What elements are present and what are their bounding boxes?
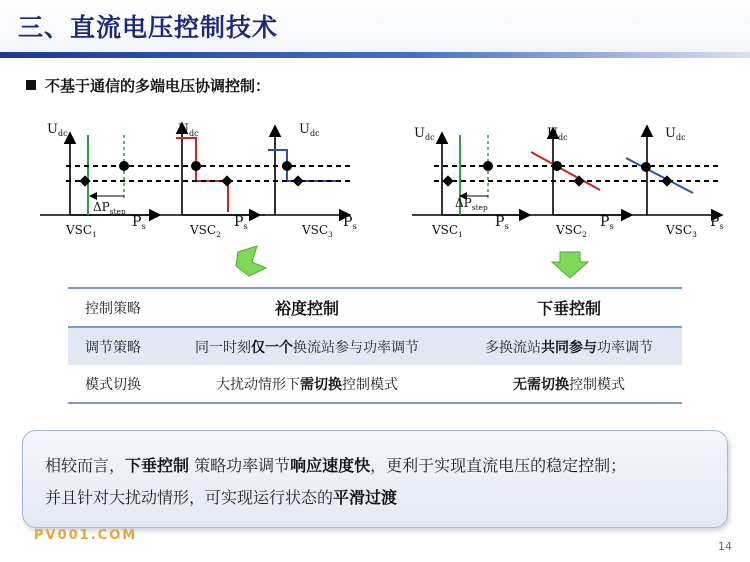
cell-text: 同一时刻 [194, 339, 251, 356]
table-header-row [68, 288, 682, 327]
table-cell [158, 327, 456, 365]
down-arrow-icon [552, 252, 588, 278]
cell-text: 控制模式 [568, 376, 625, 393]
station-label: $VSC_2$ [556, 223, 587, 239]
axis-label-ps: $P_s$ [495, 214, 509, 232]
axis-label-udc: $U_{dc}$ [47, 122, 68, 138]
summary-line-1 [45, 453, 626, 476]
axis-label-udc: $U_{dc}$ [299, 122, 320, 138]
summary-emphasis: 平滑过渡 [333, 488, 398, 507]
axis-label-ps: $P_s$ [343, 214, 357, 232]
row-label: 模式切换 [68, 365, 158, 403]
summary-text: 相较而言， [45, 456, 126, 475]
summary-line-2 [45, 485, 397, 508]
slide-title: 三、直流电压控制技术 [18, 13, 279, 42]
comparison-table [68, 287, 682, 404]
summary-text: 策略功率调节 [189, 456, 291, 475]
station-label: $VSC_3$ [666, 223, 697, 239]
delta-p-label: $\Delta P_{step}$ [93, 200, 126, 216]
axis-label-udc: $U_{dc}$ [547, 126, 568, 142]
table-header-label: 控制策略 [68, 288, 158, 327]
summary-emphasis: 响应速度快 [290, 456, 371, 475]
station-label: $VSC_1$ [432, 223, 463, 239]
axis-label-ps: $P_s$ [234, 214, 248, 232]
row-label: 调节策略 [68, 327, 158, 365]
station-label: $VSC_1$ [66, 223, 97, 239]
station-label: $VSC_2$ [190, 223, 221, 239]
cell-text: 功率调节 [596, 339, 653, 356]
page-number: 14 [718, 540, 732, 553]
section-bullet-text: 不基于通信的多端电压协调控制： [45, 77, 271, 95]
table-cell [158, 365, 456, 403]
summary-text: 并且针对大扰动情形，可实现运行状态的 [45, 488, 334, 507]
axis-label-udc: $U_{dc}$ [178, 122, 199, 138]
summary-emphasis: 下垂控制 [125, 456, 190, 475]
delta-p-label: $\Delta P_{step}$ [455, 196, 488, 212]
cell-emphasis: 仅一个 [250, 339, 293, 356]
down-arrow-icon [236, 246, 266, 276]
cell-text: 大扰动情形下 [215, 376, 300, 393]
table-cell [456, 327, 682, 365]
table-row [68, 365, 682, 403]
cell-text: 多换流站 [484, 339, 541, 356]
cell-text: 控制模式 [341, 376, 398, 393]
watermark: PV001.COM [34, 528, 138, 543]
table-row [68, 327, 682, 365]
table-header-margin: 裕度控制 [158, 288, 456, 327]
table-header-droop: 下垂控制 [456, 288, 682, 327]
cell-emphasis: 无需切换 [512, 376, 569, 393]
axis-label-ps: $P_s$ [600, 214, 614, 232]
axis-label-ps: $P_s$ [710, 214, 724, 232]
axis-label-udc: $U_{dc}$ [665, 126, 686, 142]
station-label: $VSC_3$ [302, 223, 333, 239]
cell-text: 换流站参与功率调节 [292, 339, 419, 356]
axis-label-udc: $U_{dc}$ [414, 126, 435, 142]
summary-box [22, 430, 728, 528]
table-cell [456, 365, 682, 403]
summary-text: ，更利于实现直流电压的稳定控制； [370, 456, 627, 475]
cell-emphasis: 需切换 [299, 376, 342, 393]
cell-emphasis: 共同参与 [540, 339, 597, 356]
axis-label-ps: $P_s$ [132, 214, 146, 232]
